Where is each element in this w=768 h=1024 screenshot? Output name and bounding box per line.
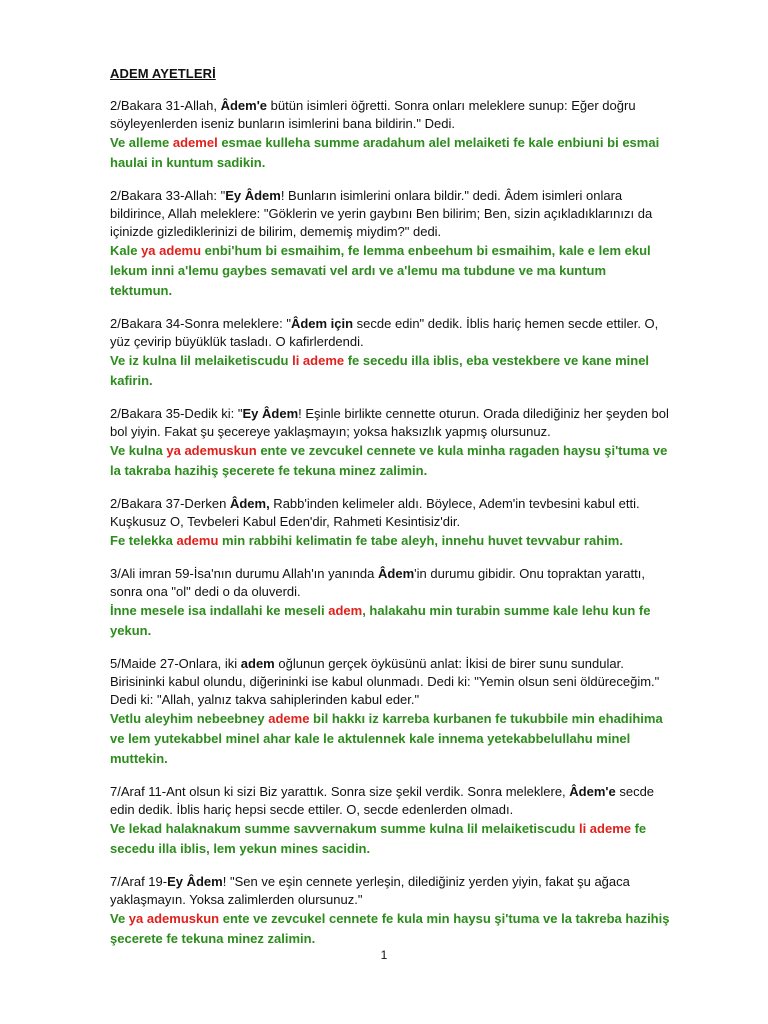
translation-text: secde edin dedik. İblis hariç hepsi secde ettiler. O, secde edenlerden olmadı. (110, 784, 655, 817)
translation-text: 2/Bakara 34-Sonra meleklere: " (110, 316, 291, 331)
turkish-translation (110, 873, 670, 909)
transliteration (110, 601, 670, 641)
transliteration-text: Ve iz kulna lil melaiketiscudu (110, 353, 293, 368)
translation-text: 3/Ali imran 59-İsa'nın durumu Allah'ın yanında (110, 566, 379, 581)
bold-name: Âdem'e (220, 98, 268, 113)
translation-text: 2/Bakara 33-Allah: " (110, 188, 226, 203)
transliteration-text: Ve (110, 911, 129, 926)
adem-highlight: li ademe (292, 353, 345, 368)
transliteration-text: enbi'hum bi esmaihim, fe lemma enbeehum bi esmaihim, kale e lem ekul lekum inni a'lemu gaybes semavati vel ardı ve a'lemu ma tubdune ve ma kuntum tektumun. (110, 243, 651, 298)
transliteration-text: Ve kulna (110, 443, 167, 458)
bold-name: Âdem, (229, 496, 270, 511)
transliteration (110, 819, 670, 859)
translation-text: 7/Araf 11-Ant olsun ki sizi Biz yarattık. Sonra size şekil verdik. Sonra meleklere, (110, 784, 570, 799)
bold-name: Âdem (378, 566, 415, 581)
transliteration-text: Vetlu aleyhim nebeebney (110, 711, 269, 726)
transliteration-text: fe secedu illa iblis, lem yekun mines sacidin. (110, 821, 647, 856)
adem-highlight: ademe (268, 711, 310, 726)
verse-block (110, 655, 670, 769)
verse-block (110, 873, 670, 949)
transliteration (110, 909, 670, 949)
translation-text: 7/Araf 19- (110, 874, 168, 889)
translation-text: 2/Bakara 35-Dedik ki: " (110, 406, 243, 421)
transliteration-text: Fe telekka (110, 533, 177, 548)
transliteration-text: ente ve zevcukel cennete ve kula minha ragaden haysu şi'tuma ve la takraba hazihiş şecerete fe tekuna minez zalimin. (110, 443, 668, 478)
transliteration-text: Ve lekad halaknakum summe savvernakum summe kulna lil melaiketiscudu (110, 821, 579, 836)
verse-block (110, 495, 670, 551)
translation-text: 2/Bakara 37-Derken (110, 496, 230, 511)
verse-block (110, 565, 670, 641)
translation-text: ! "Sen ve eşin cennete yerleşin, dilediğiniz yerden yiyin, fakat şu ağaca yaklaşmayın. Yoksa zalimlerden olursunuz." (110, 874, 630, 907)
translation-text: oğlunun gerçek öyküsünü anlat: İkisi de birer sunu sundular. Birisininki kabul olundu, diğerininki ise kabul olunmadı. Dedi ki: "Yemin olsun seni öldüreceğim." Dedi ki: "Allah, yalnız takva sahiplerinden kabul eder." (110, 656, 660, 707)
document-page (110, 66, 670, 963)
bold-name: Âdem için (290, 316, 354, 331)
bold-name: Ey Âdem (242, 406, 299, 421)
translation-text: 5/Maide 27-Onlara, iki (110, 656, 241, 671)
translation-text: secde edin" dedik. İblis hariç hemen secde ettiler. O, yüz çevirip büyüklük tasladı. O kafirlerdendi. (110, 316, 659, 349)
transliteration (110, 241, 670, 301)
transliteration (110, 133, 670, 173)
bold-name: Ey Âdem (167, 874, 223, 889)
turkish-translation (110, 97, 670, 133)
adem-highlight: ya ademu (141, 243, 202, 258)
transliteration-text: İnne mesele isa indallahi ke meseli (110, 603, 329, 618)
translation-text: 'in durumu gibidir. Onu topraktan yarattı, sonra ona "ol" dedi o da oluverdi. (110, 566, 645, 599)
transliteration (110, 441, 670, 481)
bold-name: Ey Âdem (225, 188, 281, 203)
bold-name: Âdem'e (569, 784, 616, 799)
verse-list (110, 97, 670, 949)
translation-text: Rabb'inden kelimeler aldı. Böylece, Adem'in tevbesini kabul etti. Kuşkusuz O, Tevbeleri Kabul Eden'dir, Rahmeti Kesintisiz'dir. (110, 496, 640, 529)
page-number: 1 (380, 948, 388, 962)
adem-highlight: ademu (176, 533, 219, 548)
turkish-translation (110, 655, 670, 709)
adem-highlight: li ademe (578, 821, 631, 836)
adem-highlight: adem (328, 603, 363, 618)
transliteration-text: Ve alleme (110, 135, 173, 150)
turkish-translation (110, 315, 670, 351)
translation-text: 2/Bakara 31-Allah, (110, 98, 221, 113)
adem-highlight: ademel (172, 135, 218, 150)
transliteration-text: , halakahu min turabin summe kale lehu kun fe yekun. (110, 603, 651, 638)
transliteration (110, 709, 670, 769)
bold-name: adem (240, 656, 275, 671)
transliteration-text: Kale (110, 243, 142, 258)
translation-text: bütün isimleri öğretti. Sonra onları meleklere sunup: Eğer doğru söyleyenlerden iseniz bunların isimlerini bana bildirin." Dedi. (110, 98, 636, 131)
transliteration-text: bil hakkı iz karreba kurbanen fe tukubbile min ehadihima ve lem yutekabbel minel ahar kale le aktulennek kale innema yetekabbelullahu minel muttekin. (110, 711, 663, 766)
document-title: ADEM AYETLERİ (110, 66, 216, 81)
turkish-translation (110, 405, 670, 441)
transliteration-text: fe secedu illa iblis, eba vestekbere ve kane minel kafirin. (110, 353, 650, 388)
transliteration (110, 531, 670, 551)
transliteration-text: ente ve zevcukel cennete fe kula min haysu şi'tuma ve la takreba hazihiş şecerete fe tekuna minez zalimin. (110, 911, 670, 946)
verse-block (110, 315, 670, 391)
transliteration-text: esmae kulleha summe aradahum alel melaiketi fe kale enbiuni bi esmai haulai in kuntum sadikin. (110, 135, 660, 170)
transliteration-text: min rabbihi kelimatin fe tabe aleyh, innehu huvet tevvabur rahim. (218, 533, 623, 548)
turkish-translation (110, 565, 670, 601)
adem-highlight: ya ademuskun (128, 911, 220, 926)
translation-text: ! Bunların isimlerini onlara bildir." dedi. Âdem isimleri onlara bildirince, Allah meleklere: "Göklerin ve yerin gaybını Ben bilirim; Ben, sizin açıkladıklarınızı da içinizde gizlediklerinizi de bilirim, dememiş miydim?" dedi. (110, 188, 653, 239)
translation-text: ! Eşinle birlikte cennette oturun. Orada dilediğiniz her şeyden bol bol yiyin. Fakat şu şecereye yaklaşmayın; yoksa haksızlık yapmış olursunuz. (110, 406, 669, 439)
turkish-translation (110, 495, 670, 531)
turkish-translation (110, 783, 670, 819)
verse-block (110, 783, 670, 859)
verse-block (110, 187, 670, 301)
adem-highlight: ya ademuskun (166, 443, 257, 458)
transliteration (110, 351, 670, 391)
verse-block (110, 97, 670, 173)
turkish-translation (110, 187, 670, 241)
verse-block (110, 405, 670, 481)
